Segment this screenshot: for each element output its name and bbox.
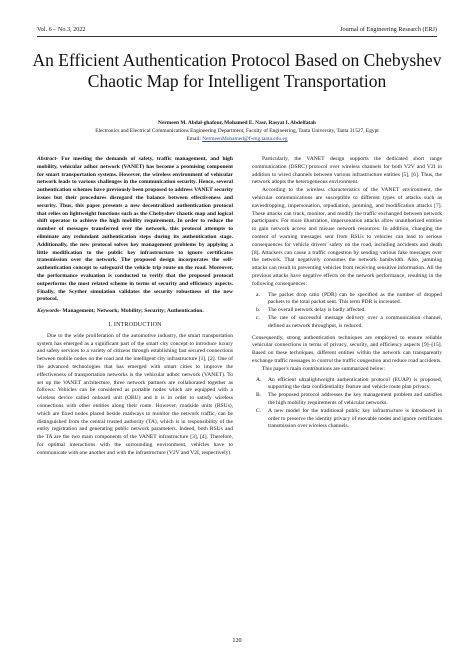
list-marker: c. [256, 314, 260, 321]
journal-volume: Vol. 6 – No.3, 2022 [37, 26, 86, 33]
list-marker: A. [256, 376, 262, 383]
paragraph-dsrc: Particularly, the VANET design supports the dedicated short range communication (DSRC) protocol over wireless channels for both V2V and V2I in addition to wired channels between various infrastructure entities [5], [6]. Thus, the network adopts the heterogeneous environment. [252, 156, 442, 186]
header-rule [37, 36, 437, 37]
list-item [252, 292, 442, 308]
paragraph-contributions-intro: This paper's main contributions are summarized below: [262, 365, 385, 372]
abstract-lead: Abstract- [37, 156, 58, 162]
list-text: A new model for the traditional public key infrastructure is introduced in order to preserve the identity privacy of movable nodes and ignore certificates transmission over wireless channels. [268, 407, 442, 430]
paragraph-attacks: According to the wireless characteristics of the VANET environment, the vehicular communications are susceptible to different types of attacks such as eavesdropping, impersonation, repudiation, jamming, and modification attacks [7]. These attacks can track, monitor, and modify the traffic exchanged between network participants. For more illustration, impersonation attacks allow unauthorized entities to gain network access and misuse network resources. In addition, changing the content of warning messages sent from RSUs to vehicles can lead to serious consequences for vehicle drivers' safety on the road, including accidents and death [8]. Attackers can cause a traffic congestion by sending various fake messages over the network. That negatively consumes the network bandwidth. Also, jamming attacks can result in preventing vehicles from receiving sensitive information. All the previous attacks have negative effects on the network performance, resulting in the following consequences: [252, 187, 442, 287]
email-line [20, 136, 454, 142]
keywords [37, 308, 233, 316]
list-marker: b. [256, 307, 261, 314]
list-marker: C. [256, 407, 262, 414]
list-item [252, 408, 442, 431]
email-label: Email: [186, 136, 201, 142]
list-item [252, 315, 442, 331]
list-item [252, 392, 442, 408]
list-text: The overall network delay is badly affected. [268, 307, 366, 314]
right-column [252, 156, 442, 435]
page-number: 120 [232, 637, 242, 644]
section-heading-introduction: I. INTRODUCTION [108, 321, 162, 328]
affiliation: Electronics and Electrical Communications Engineering Department, Faculty of Engineering, Tanta University, Tanta 31527, Egypt [95, 128, 379, 134]
journal-name: Journal of Engineering Research (ERJ) [340, 26, 437, 33]
authors: Nermeen M. Abdal-ghafour, Mohamed E. Nasr, Rasyat I. Abdelfatah [158, 120, 316, 126]
list-marker: a. [256, 291, 260, 298]
keywords-lead: Keywords- [37, 308, 62, 315]
abstract [37, 156, 233, 304]
list-marker: B. [256, 392, 262, 399]
email-link[interactable]: NermeenMohamed@f-eng.tanta.edu.eg [202, 136, 288, 142]
paper-title: An Efficient Authentication Protocol Based on Chebyshev Chaotic Map for Intelligent Transportation [32, 50, 442, 91]
abstract-text: For meeting the demands of safety, traffic management, and high mobility, vehicular adhoc network (VANET) has become a promising component for smart transportation systems. However, the wireless environment of vehicular network leads to various challenges in the communication security. Hence, several authentication schemes have previously been proposed to address VANET security issues but their procedures disregard the balance between effectiveness and security. Thus, this paper presents a new decentralized authentication protocol that relies on lightweight functions such as the Chebyshev chaotic map and logical shift operator to achieve the high mobility requirement. In order to reduce the number of messages transferred over the network, this protocol attempts to eliminate any redundant authentication steps during its authentication stage. Additionally, the new protocol solves key management problems by applying a little modification to the public key infrastructure to ignore certificates transmission over the network. The proposed design incorporates the self-authentication concept to safeguard the vehicle trip route on the road. Moreover, the performance evaluation is conducted to verify that the proposed protocol outperforms the most related scheme in terms of security and efficiency aspects. Finally, the Scyther simulation validates the security robustness of the new protocol. [37, 156, 233, 303]
intro-paragraph: Due to the wide proliferation of the automotive industry, the smart transportation system has emerged as a significant part of the smart city concept to introduce luxury and safety services to a variety of citizens through establishing fast secured connections between mobile nodes on the road and the intelligent city infrastructure [1], [2]. One of the advanced technologies that has emerged with smart cities to improve the effectiveness of transportation networks is the vehicular adhoc network (VANET). To set up the VANET architecture, three network partners are collaborated together as follows: Vehicles can be considered as portable nodes which are equipped with a wireless device called onboard unit (OBU) and it is in order to satisfy wireless connections with other entities along their route. However, roadside units (RSUs), which are fixed nodes placed beside roadways to monitor the network traffic, can be distinguished from the central trusted authority (TA), which is in responsibility of the entity registration and generating public network parameters. Indeed, both RSUs and the TA are the two main components of the VANET infrastructure [3], [4]. Therefore, for optimal interactions with the surrounding environment, vehicles have to communicate with one another and with the infrastructure (V2V and V2I, respectively). [37, 332, 233, 456]
consequence-list [252, 292, 442, 331]
list-text: The proposed protocol addresses the key management problem and satisfies the high mobility requirements of vehicular networks. [268, 392, 442, 406]
list-text: An efficient ultralightweight authentication protocol (EUAP) is proposed, supporting the data confidentiality feature and vehicle route plan privacy. [268, 376, 442, 391]
contribution-list [252, 377, 442, 432]
running-header [37, 26, 437, 38]
list-text: The rate of successful message delivery over a communication channel, defined as network throughput, is reduced. [268, 314, 442, 329]
list-item [252, 377, 442, 393]
list-text: The packet drop ratio (PDR) can be specified as the number of dropped packets to the total packet sent. This term PDR is increased. [268, 291, 442, 306]
paragraph-authentication: Consequently, strong authentication techniques are employed to ensure reliable vehicular connections in terms of privacy, security, and efficiency aspects [9]–[15]. Based on these techniques, different entities within the network can transparently exchange traffic messages to control the traffic congestion and reduce road accidents. [252, 334, 442, 364]
keywords-text: Management; Network; Mobility; Security; Authentication. [61, 308, 204, 315]
left-column [37, 156, 233, 457]
list-item [252, 307, 442, 315]
